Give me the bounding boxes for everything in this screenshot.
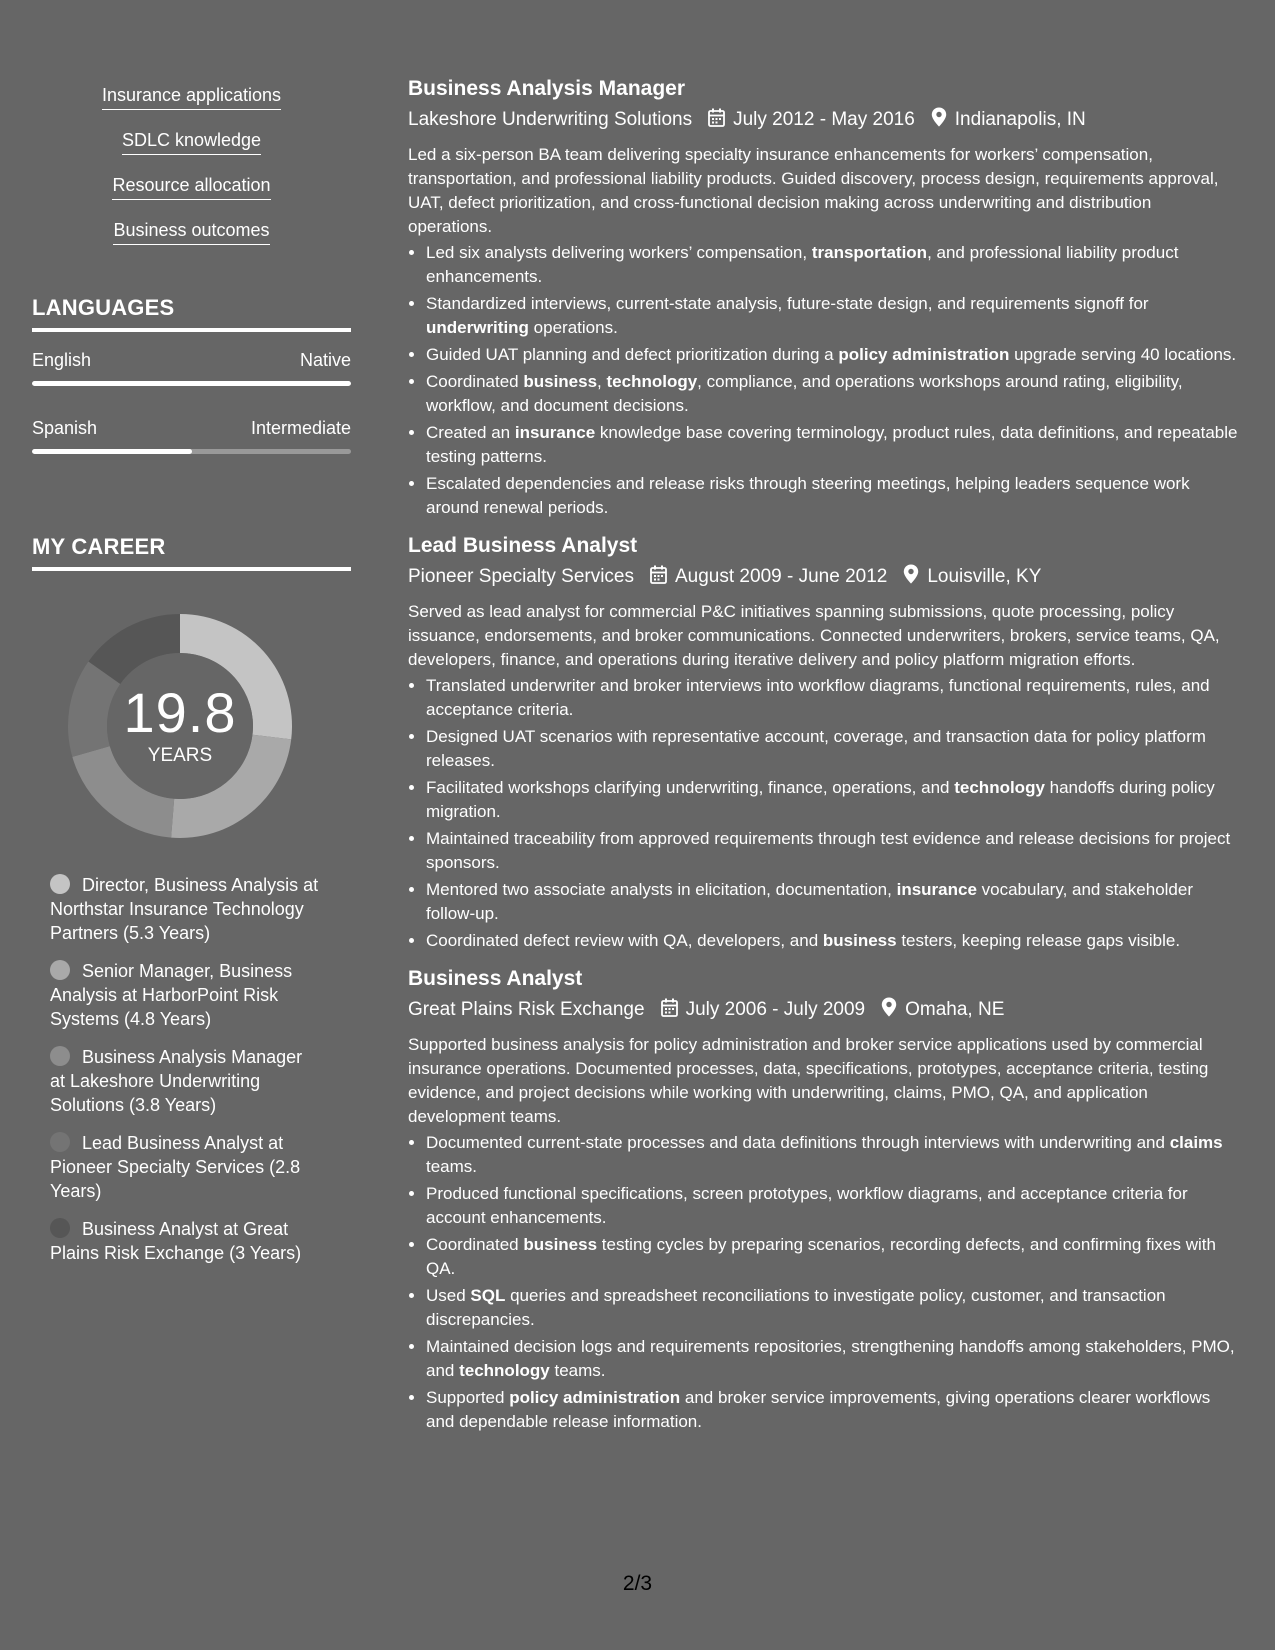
bullet-text: Guided UAT planning and defect prioritization during a (426, 345, 839, 364)
job-bullet (426, 929, 1240, 953)
job-bullet (426, 878, 1240, 926)
job-bullets (408, 241, 1240, 520)
job-bullet (426, 827, 1240, 875)
legend-label: Business Analyst at Great Plains Risk Exchange (3 Years) (50, 1219, 302, 1263)
language-level-bar (32, 381, 351, 386)
job-entry (408, 534, 1240, 953)
legend-item (50, 873, 320, 945)
language-level-fill (32, 449, 192, 454)
language-level-bar (32, 449, 351, 454)
bullet-keyword: business (523, 1235, 598, 1254)
job-location: Omaha, NE (905, 999, 1005, 1020)
language-name: English (32, 350, 92, 370)
bullet-text: Escalated dependencies and release risks through steering meetings, helping leaders sequence work around renewal periods. (426, 474, 1190, 517)
bullet-text: Designed UAT scenarios with representative account, coverage, and transaction data for policy platform releases. (426, 727, 1206, 770)
job-bullet (426, 1182, 1240, 1230)
job-bullet (426, 776, 1240, 824)
bullet-text: , and professional liability product enhancements. (426, 243, 1179, 286)
page-number: 2/3 (622, 1572, 653, 1595)
bullet-text: , (597, 372, 607, 391)
job-entry (408, 77, 1240, 520)
bullet-keyword: policy administration (838, 345, 1010, 364)
legend-dot (50, 1218, 70, 1238)
language-item (32, 418, 351, 454)
legend-dot (50, 1132, 70, 1152)
bullet-text: Facilitated workshops clarifying underwriting, finance, operations, and (426, 778, 955, 797)
map-pin-icon (931, 107, 947, 133)
legend-dot (50, 960, 70, 980)
bullet-text: Standardized interviews, current-state analysis, future-state design, and requirements signoff for (426, 294, 1149, 313)
bullet-text: Maintained traceability from approved requirements through test evidence and release decisions for project sponsors. (426, 829, 1231, 872)
bullet-text: Created an (426, 423, 515, 442)
language-name: Spanish (32, 418, 98, 438)
job-bullet (426, 725, 1240, 773)
job-title: Business Analysis Manager (408, 77, 685, 100)
job-company: Pioneer Specialty Services (408, 566, 634, 587)
job-dates: July 2006 - July 2009 (685, 999, 866, 1020)
bullet-keyword: insurance (514, 423, 596, 442)
legend-dot (50, 874, 70, 894)
job-company: Lakeshore Underwriting Solutions (408, 109, 693, 130)
job-bullet (426, 1335, 1240, 1383)
job-bullet (426, 1386, 1240, 1434)
map-pin-icon (881, 997, 897, 1023)
bullet-text: Maintained decision logs and requirements repositories, strengthening handoffs among stakeholders, PMO, and (426, 1337, 1235, 1380)
legend-item (50, 1131, 320, 1203)
bullet-text: and broker service improvements, giving operations clearer workflows and dependable release information. (426, 1388, 1211, 1431)
bullet-text: Mentored two associate analysts in elicitation, documentation, (426, 880, 897, 899)
language-level: Intermediate (250, 418, 351, 438)
legend-label: Lead Business Analyst at Pioneer Specialty Services (2.8 Years) (50, 1133, 301, 1201)
career-legend (50, 873, 320, 1265)
bullet-text: vocabulary, and stakeholder follow-up. (426, 880, 1194, 923)
legend-item (50, 1045, 320, 1117)
legend-label: Business Analysis Manager at Lakeshore Underwriting Solutions (3.8 Years) (50, 1047, 303, 1115)
job-title: Business Analyst (408, 967, 583, 990)
bullet-keyword: technology (954, 778, 1045, 797)
job-bullets (408, 1131, 1240, 1434)
bullet-text: Coordinated (426, 372, 524, 391)
calendar-icon (708, 108, 725, 133)
language-level-fill (32, 381, 351, 386)
career-total-value: 19.8 (123, 681, 237, 744)
bullet-text: Used (426, 1286, 471, 1305)
job-bullet (426, 292, 1240, 340)
legend-label: Director, Business Analysis at Northstar Insurance Technology Partners (5.3 Years) (50, 875, 319, 943)
job-location: Louisville, KY (927, 566, 1042, 587)
career-donut-chart (65, 611, 295, 841)
job-bullet (426, 370, 1240, 418)
bullet-text: teams. (549, 1361, 606, 1380)
career-section (32, 534, 351, 1265)
bullet-text: Translated underwriter and broker interviews into workflow diagrams, functional requirements, rules, and acceptance criteria. (426, 676, 1210, 719)
bullet-text: queries and spreadsheet reconciliations to investigate policy, customer, and transaction discrepancies. (426, 1286, 1166, 1329)
bullet-text: teams. (426, 1157, 478, 1176)
bullet-keyword: policy administration (509, 1388, 681, 1407)
bullet-text: Coordinated defect review with QA, developers, and (426, 931, 823, 950)
job-entry (408, 967, 1240, 1434)
bullet-text: Coordinated (426, 1235, 524, 1254)
job-description: Supported business analysis for policy administration and broker service applications used by commercial insurance operations. Documented processes, data, specifications, prototypes, acceptance criteria, testing evidence, and project decisions while working with underwriting, claims, PMO, QA, and application development teams. (408, 1035, 1209, 1126)
job-dates: August 2009 - June 2012 (675, 566, 888, 587)
bullet-keyword: insurance (896, 880, 977, 899)
career-total (65, 611, 295, 841)
languages-title: LANGUAGES (32, 295, 351, 332)
language-item (32, 350, 351, 386)
bullet-text: upgrade serving 40 locations. (1009, 345, 1237, 364)
experience-section (408, 77, 1240, 1448)
job-company: Great Plains Risk Exchange (408, 999, 645, 1020)
bullet-keyword: business (822, 931, 897, 950)
sidebar (32, 85, 351, 1279)
job-bullet (426, 343, 1240, 367)
legend-dot (50, 1046, 70, 1066)
bullet-keyword: technology (606, 372, 698, 391)
bullet-text: testing cycles by preparing scenarios, recording defects, and confirming fixes with QA. (426, 1235, 1216, 1278)
bullet-text: testers, keeping release gaps visible. (896, 931, 1181, 950)
career-title: MY CAREER (32, 534, 351, 571)
job-bullet (426, 421, 1240, 469)
bullet-text: knowledge base covering terminology, product rules, data definitions, and repeatable testing patterns. (426, 423, 1238, 466)
job-meta (408, 564, 1240, 590)
job-bullet (426, 1233, 1240, 1281)
job-description: Led a six-person BA team delivering specialty insurance enhancements for workers’ compensation, transportation, and professional liability products. Guided discovery, process design, requirements approval, UAT, defect prioritization, and cross-functional decision making across underwriting and distribution operations. (408, 145, 1219, 236)
job-bullets (408, 674, 1240, 953)
calendar-icon (650, 565, 667, 590)
job-meta (408, 997, 1240, 1023)
bullet-keyword: transportation (811, 243, 928, 262)
calendar-icon (661, 998, 678, 1023)
legend-item (50, 1217, 320, 1265)
legend-label: Senior Manager, Business Analysis at HarborPoint Risk Systems (4.8 Years) (50, 961, 293, 1029)
job-title: Lead Business Analyst (408, 534, 638, 557)
bullet-keyword: technology (459, 1361, 550, 1380)
job-bullet (426, 674, 1240, 722)
job-bullet (426, 1131, 1240, 1179)
skill-item: Insurance applications (102, 85, 281, 110)
bullet-text: Supported (426, 1388, 510, 1407)
language-level: Native (299, 350, 351, 370)
bullet-text: , compliance, and operations workshops around rating, eligibility, workflow, and document decisions. (426, 372, 1183, 415)
bullet-keyword: SQL (470, 1286, 506, 1305)
languages-section (32, 295, 351, 454)
bullet-text: handoffs during policy migration. (426, 778, 1215, 821)
job-bullet (426, 472, 1240, 520)
job-dates: July 2012 - May 2016 (733, 109, 915, 130)
bullet-keyword: business (523, 372, 598, 391)
job-bullet (426, 1284, 1240, 1332)
bullet-keyword: underwriting (426, 318, 529, 337)
skill-item: Business outcomes (113, 220, 269, 245)
bullet-text: Produced functional specifications, screen prototypes, workflow diagrams, and acceptance criteria for account enhancements. (426, 1184, 1188, 1227)
skill-item: Resource allocation (112, 175, 270, 200)
bullet-text: operations. (528, 318, 618, 337)
career-total-unit: YEARS (147, 745, 213, 766)
skills-list (32, 85, 351, 265)
map-pin-icon (903, 564, 919, 590)
job-description: Served as lead analyst for commercial P&C initiatives spanning submissions, quote processing, policy issuance, endorsements, and broker communications. Connected underwriters, brokers, service teams, QA, developers, finance, and operations during iterative delivery and policy platform migration efforts. (408, 602, 1220, 669)
job-bullet (426, 241, 1240, 289)
bullet-keyword: claims (1169, 1133, 1223, 1152)
job-location: Indianapolis, IN (954, 109, 1086, 130)
bullet-text: Led six analysts delivering workers’ compensation, (426, 243, 812, 262)
skill-item: SDLC knowledge (122, 130, 261, 155)
legend-item (50, 959, 320, 1031)
job-meta (408, 107, 1240, 133)
bullet-text: Documented current-state processes and data definitions through interviews with underwriting and (426, 1133, 1170, 1152)
